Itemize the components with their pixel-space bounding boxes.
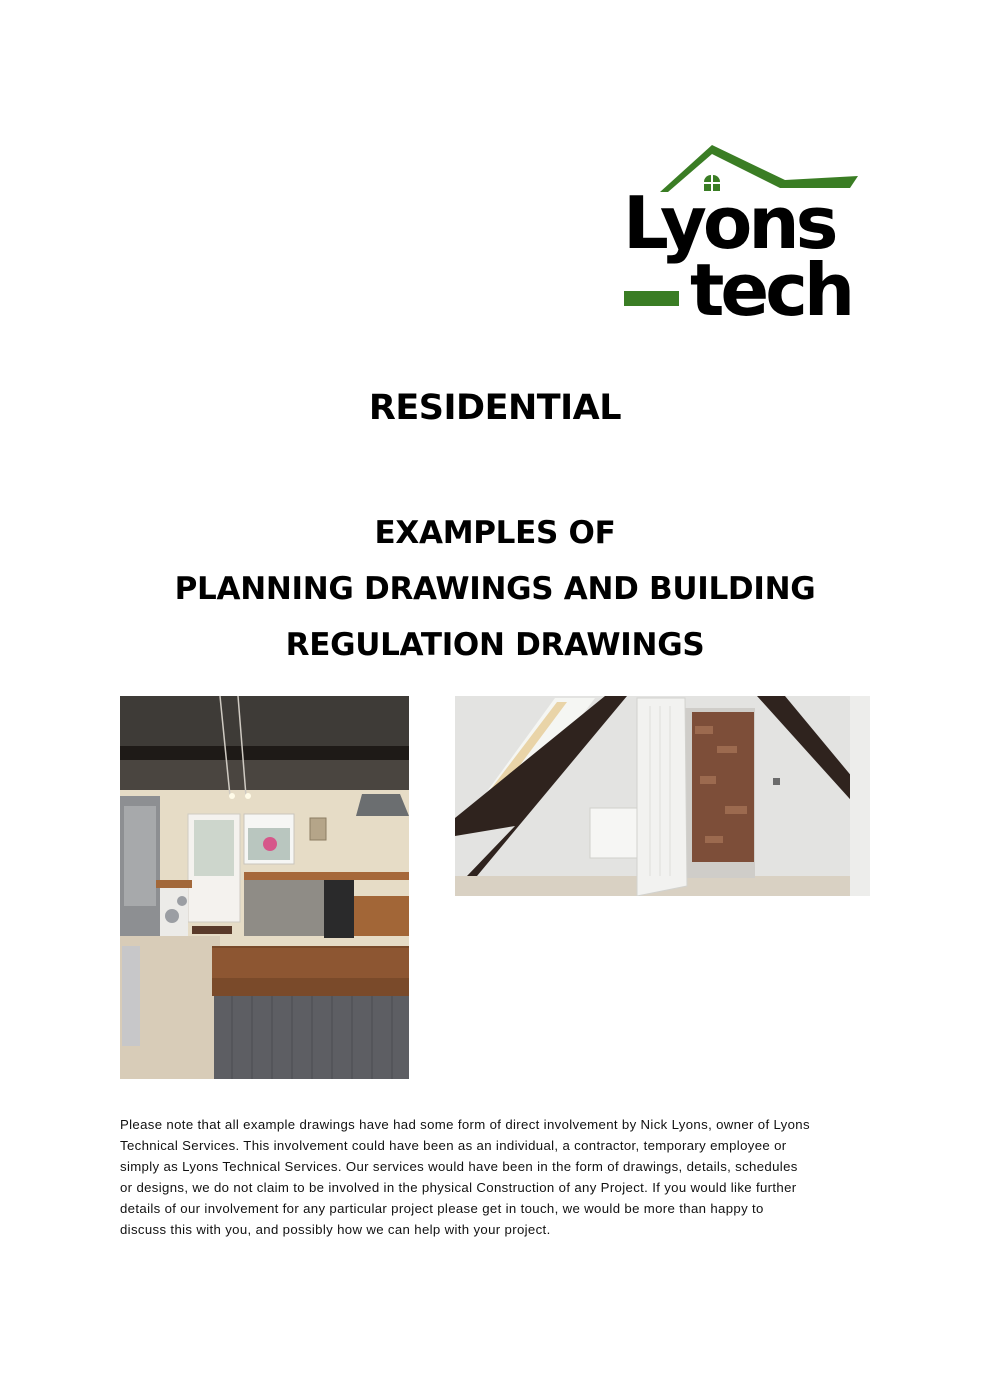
logo-dash: [624, 291, 679, 306]
kitchen-photo: [120, 696, 409, 1079]
disclaimer-line: Please note that all example drawings have had some form of direct involvement by Nick Lyons, owner of Lyons: [120, 1117, 810, 1132]
lyons-tech-logo: [620, 142, 870, 322]
loft-room-photo: [455, 696, 870, 896]
disclaimer-line: simply as Lyons Technical Services. Our services would have been in the form of drawings, details, schedules: [120, 1159, 798, 1174]
subtitle-line: PLANNING DRAWINGS AND BUILDING: [174, 571, 816, 607]
disclaimer-line: or designs, we do not claim to be involved in the physical Construction of any Project. If you would like further: [120, 1180, 797, 1195]
disclaimer-line: details of our involvement for any particular project please get in touch, we would be more than happy to: [120, 1201, 764, 1216]
disclaimer-line: discuss this with you, and possibly how we can help with your project.: [120, 1222, 551, 1237]
logo-word-lyons: Lyons: [623, 181, 835, 265]
page-title: RESIDENTIAL: [368, 388, 622, 428]
subtitle-line: EXAMPLES OF: [374, 515, 616, 551]
page-subtitle: [0, 505, 990, 673]
disclaimer-line: Technical Services. This involvement could have been as an individual, a contractor, temporary employee or: [120, 1138, 787, 1153]
logo-word-tech: tech: [690, 248, 852, 322]
disclaimer-paragraph: [120, 1114, 880, 1240]
subtitle-line: REGULATION DRAWINGS: [285, 627, 705, 663]
